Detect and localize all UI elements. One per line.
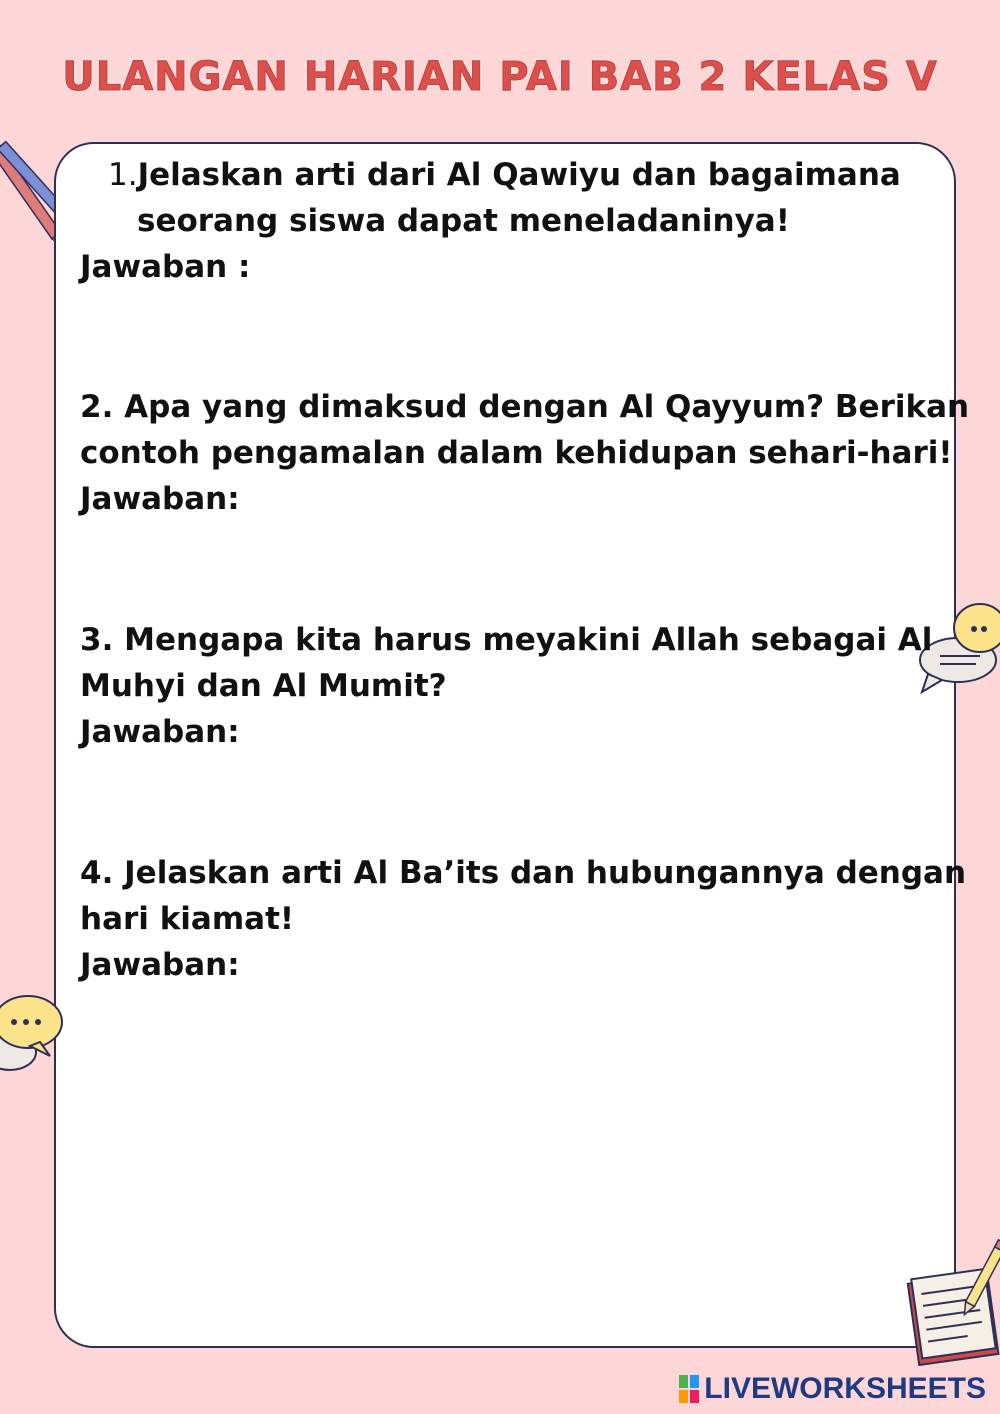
- brand-name: LIVEWORKSHEETS: [704, 1372, 986, 1405]
- question-text: hari kiamat!: [80, 901, 295, 937]
- question-text: 3. Mengapa kita harus meyakini Allah sebagai Al: [80, 622, 933, 658]
- answer-label: Jawaban:: [80, 714, 240, 750]
- question-number: 1.: [108, 157, 138, 193]
- page-title: ULANGAN HARIAN PAI BAB 2 KELAS V: [62, 54, 938, 100]
- question-text: Jelaskan arti dari Al Qawiyu dan bagaimana: [137, 157, 901, 193]
- answer-label: Jawaban:: [80, 947, 240, 983]
- question-1: [108, 152, 901, 244]
- question-2: [80, 384, 969, 476]
- question-4: [80, 850, 966, 942]
- question-text: Muhyi dan Al Mumit?: [80, 668, 447, 704]
- answer-label: Jawaban:: [80, 481, 240, 517]
- question-text: 2. Apa yang dimaksud dengan Al Qayyum? Berikan: [80, 389, 970, 425]
- question-text: 4. Jelaskan arti Al Ba’its dan hubungannya dengan: [80, 855, 967, 891]
- question-text: contoh pengamalan dalam kehidupan sehari-hari!: [80, 435, 953, 471]
- answer-label: Jawaban :: [80, 249, 251, 285]
- question-text: seorang siswa dapat meneladaninya!: [137, 203, 790, 239]
- footer-brand: [678, 1372, 986, 1406]
- chat-bubble-icon: [0, 990, 66, 1080]
- question-3: [80, 617, 932, 709]
- notebook-icon: [905, 1238, 1000, 1368]
- liveworksheets-logo-icon: [678, 1374, 700, 1404]
